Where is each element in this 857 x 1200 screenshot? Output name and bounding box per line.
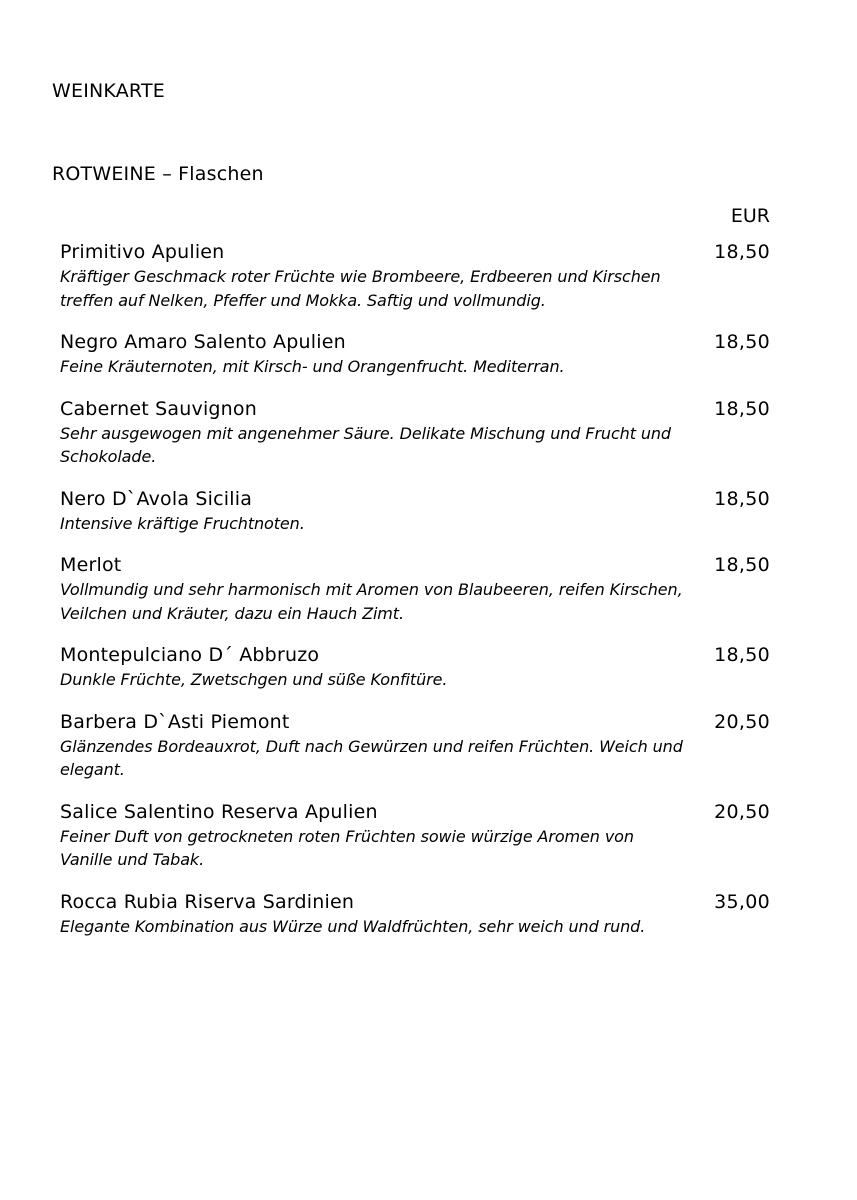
wine-name: Barbera D`Asti Piemont: [60, 710, 290, 733]
wine-list: [60, 240, 770, 956]
wine-item: [60, 553, 770, 625]
wine-description: Feine Kräuternoten, mit Kirsch- und Orangenfrucht. Mediterran.: [60, 357, 565, 376]
wine-price: 20,50: [714, 800, 770, 823]
wine-name: Cabernet Sauvignon: [60, 397, 257, 420]
wine-name: Primitivo Apulien: [60, 241, 225, 263]
wine-description: Dunkle Früchte, Zwetschgen und süße Konfitüre.: [60, 670, 448, 689]
wine-price: 35,00: [714, 890, 770, 913]
wine-item: [60, 487, 770, 536]
wine-description: Elegante Kombination aus Würze und Waldfrüchten, sehr weich und rund.: [60, 916, 646, 936]
wine-price: 18,50: [714, 331, 770, 353]
wine-description: Vollmundig und sehr harmonisch mit Aromen von Blaubeeren, reifen Kirschen, Veilchen und Kräuter, dazu ein Hauch Zimt.: [60, 580, 683, 623]
wine-name: Salice Salentino Reserva Apulien: [60, 800, 378, 823]
wine-description: Sehr ausgewogen mit angenehmer Säure. Delikate Mischung und Frucht und Schokolade.: [60, 423, 671, 466]
wine-item: [60, 397, 770, 469]
wine-name: Merlot: [60, 554, 122, 576]
wine-price: 18,50: [714, 554, 770, 576]
section-title: ROTWEINE – Flaschen: [52, 163, 264, 185]
wine-description: Feiner Duft von getrockneten roten Früchten sowie würzige Aromen von Vanille und Tabak.: [60, 826, 634, 869]
wine-description: Glänzendes Bordeauxrot, Duft nach Gewürzen und reifen Früchten. Weich und elegant.: [60, 736, 683, 779]
wine-price: 18,50: [714, 241, 770, 263]
wine-description: Intensive kräftige Fruchtnoten.: [60, 513, 305, 533]
wine-price: 20,50: [714, 710, 770, 733]
wine-item: [60, 800, 770, 872]
wine-price: 18,50: [714, 487, 770, 510]
page-title: WEINKARTE: [52, 80, 165, 102]
wine-item: [60, 643, 770, 692]
wine-name: Nero D`Avola Sicilia: [60, 487, 253, 510]
wine-description: Kräftiger Geschmack roter Früchte wie Brombeere, Erdbeeren und Kirschen treffen auf Nelken, Pfeffer und Mokka. Saftig und vollmundig.: [60, 267, 661, 310]
wine-name: Montepulciano D´ Abbruzo: [60, 644, 320, 666]
wine-item: [60, 240, 770, 312]
wine-item: [60, 330, 770, 379]
wine-name: Rocca Rubia Riserva Sardinien: [60, 890, 355, 913]
wine-name: Negro Amaro Salento Apulien: [60, 331, 346, 353]
wine-item: [60, 710, 770, 782]
wine-price: 18,50: [714, 644, 770, 666]
currency-header: EUR: [730, 205, 770, 227]
wine-price: 18,50: [714, 397, 770, 420]
wine-item: [60, 890, 770, 939]
